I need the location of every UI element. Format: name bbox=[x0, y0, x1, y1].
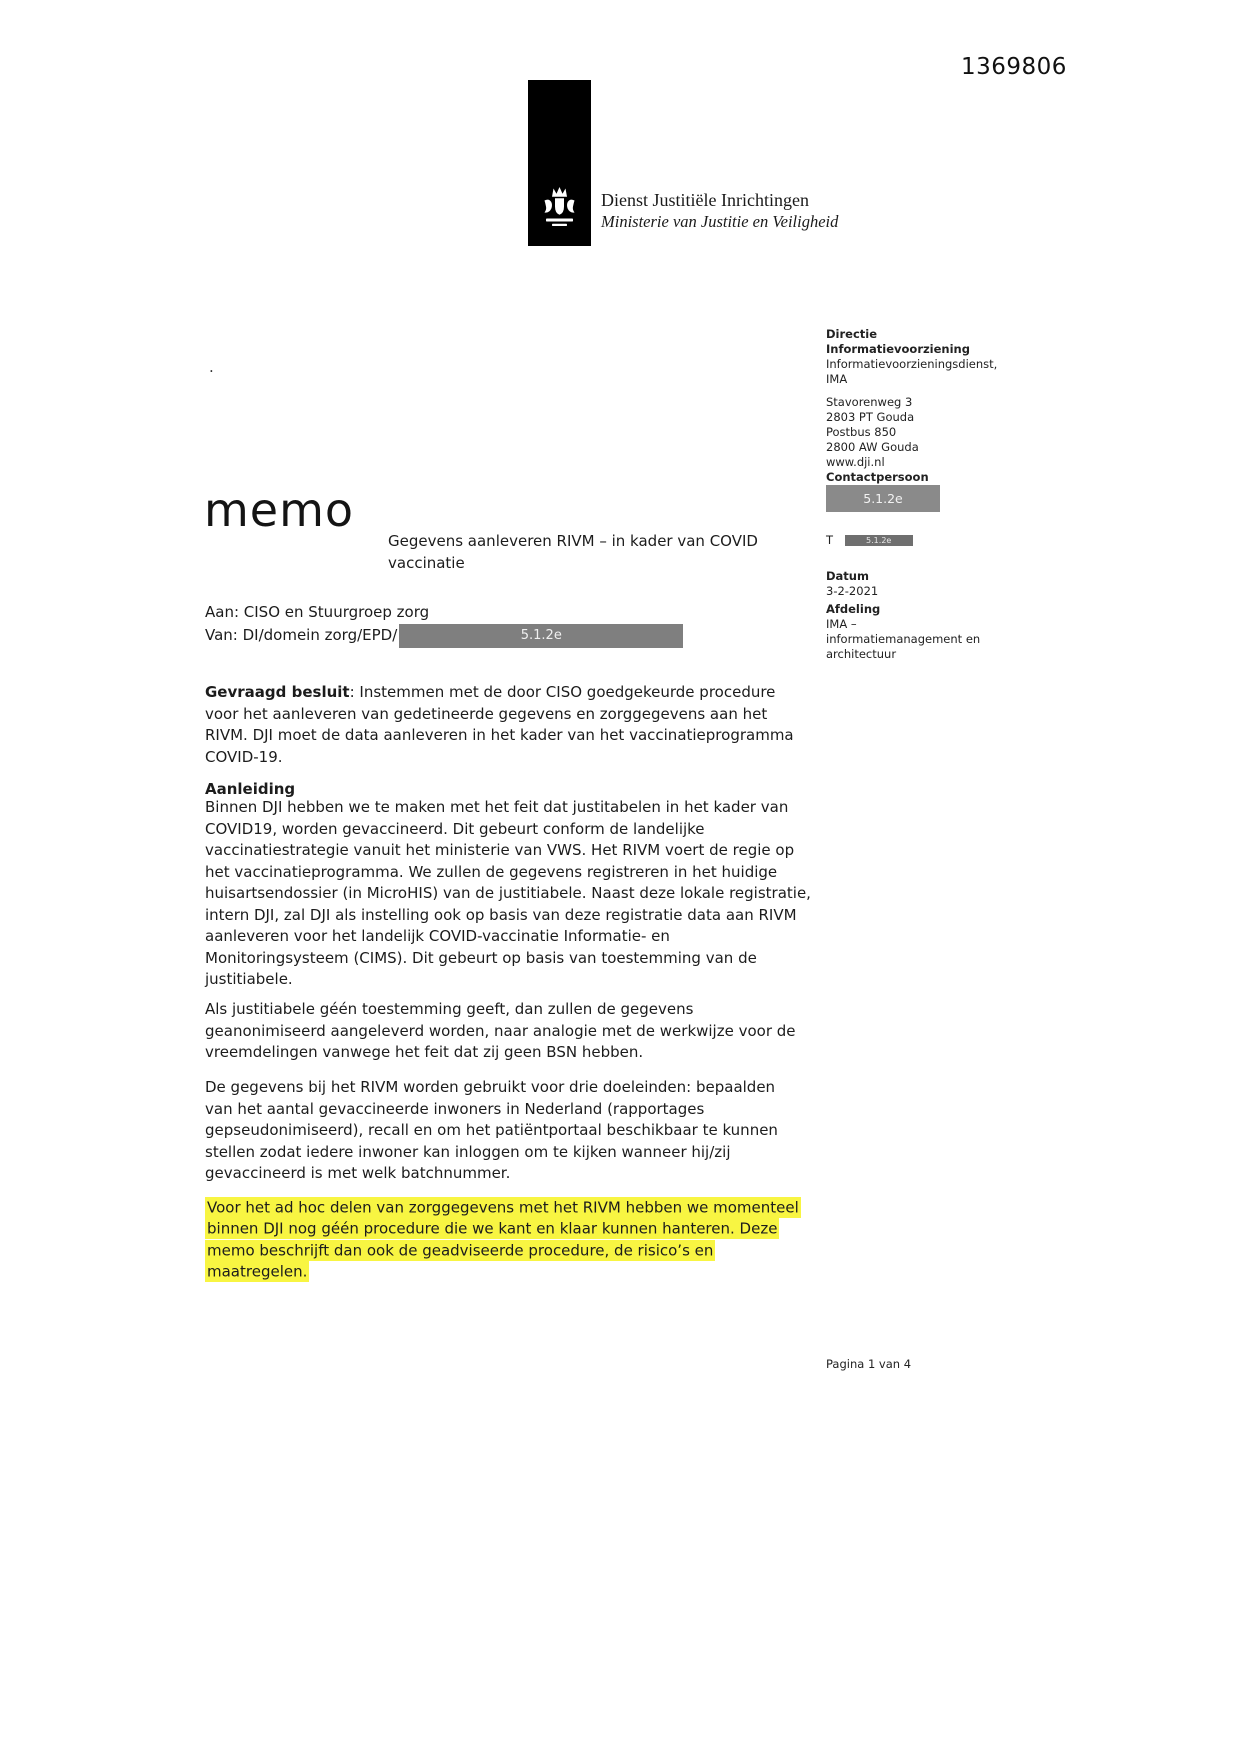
datum-label: Datum bbox=[826, 569, 869, 583]
phone-label: T bbox=[826, 533, 834, 547]
contactpersoon-label: Contactpersoon bbox=[826, 470, 929, 484]
directie-dept-line1: Informatievoorzieningsdienst, bbox=[826, 357, 998, 371]
van-redaction-box: 5.1.2e bbox=[399, 624, 683, 648]
phone-redaction-box: 5.1.2e bbox=[845, 535, 913, 546]
address-line: 2800 AW Gouda bbox=[826, 440, 919, 454]
besluit-text: : Instemmen met de door CISO goedgekeurde procedure voor het aanleveren van gedetineerde gegevens en zorggegevens aan het RIVM. DJI moet de data aanleveren in het kader van het vaccinatieprogramma COVID-19. bbox=[205, 683, 794, 766]
highlight-text: Voor het ad hoc delen van zorggegevens met het RIVM hebben we momenteel binnen DJI nog géén procedure die we kant en klaar kunnen hanteren. Deze memo beschrijft dan ook de geadviseerde procedure, de risico’s en maatregelen. bbox=[207, 1198, 799, 1281]
address-line: Postbus 850 bbox=[826, 425, 897, 439]
van-line bbox=[205, 623, 683, 648]
scan-artifact-dot: . bbox=[209, 358, 214, 376]
address-line: 2803 PT Gouda bbox=[826, 410, 915, 424]
van-prefix: Van: DI/domein zorg/EPD/ bbox=[205, 626, 398, 644]
toestemming-paragraph: Als justitiabele géén toestemming geeft, dan zullen de gegevens geanonimiseerd aangeleverd worden, naar analogie met de werkwijze voor de vreemdelingen vanwege het feit dat zij geen BSN hebben. bbox=[205, 1000, 796, 1061]
sidebar-contact-block bbox=[826, 470, 996, 485]
org-subtitle: Ministerie van Justitie en Veiligheid bbox=[601, 211, 839, 231]
doeleinden-paragraph: De gegevens bij het RIVM worden gebruikt voor drie doeleinden: bepaalden van het aantal gevaccineerde inwoners in Nederland (rapportages gepseudonimiseerd), recall en om het patiëntportaal beschikbaar te kunnen stellen zodat iedere inwoner kan inloggen om te kijken wanneer hij/zij gevaccineerd is met welk batchnummer. bbox=[205, 1078, 778, 1182]
document-number: 1369806 bbox=[961, 54, 1067, 80]
sidebar-meta-block bbox=[826, 569, 996, 662]
directie-name: Informatievoorziening bbox=[826, 342, 970, 356]
afdeling-value: IMA – informatiemanagement en architectuur bbox=[826, 617, 981, 661]
aan-line: Aan: CISO en Stuurgroep zorg bbox=[205, 603, 430, 621]
org-name: Dienst Justitiële Inrichtingen bbox=[601, 190, 809, 210]
sidebar-address-block bbox=[826, 327, 996, 470]
besluit-paragraph bbox=[205, 682, 805, 768]
memo-title: memo bbox=[204, 483, 355, 537]
sidebar-phone-line bbox=[826, 533, 996, 548]
datum-value: 3-2-2021 bbox=[826, 584, 879, 598]
afdeling-label: Afdeling bbox=[826, 602, 881, 616]
website-url: www.dji.nl bbox=[826, 455, 885, 469]
contact-redaction-box: 5.1.2e bbox=[826, 485, 940, 512]
page-footer: Pagina 1 van 4 bbox=[826, 1357, 912, 1371]
besluit-label: Gevraagd besluit bbox=[205, 683, 350, 701]
memo-subject: Gegevens aanleveren RIVM – in kader van COVID vaccinatie bbox=[388, 532, 758, 572]
rijksoverheid-logo-banner bbox=[528, 80, 591, 246]
address-line: Stavorenweg 3 bbox=[826, 395, 913, 409]
highlighted-paragraph bbox=[205, 1197, 810, 1283]
aanleiding-paragraph: Binnen DJI hebben we te maken met het feit dat justitabelen in het kader van COVID19, worden gevaccineerd. Dit gebeurt conform de landelijke vaccinatiestrategie vanuit het ministerie van VWS. Het RIVM voert de regie op het vaccinatieprogramma. We zullen de gegevens registreren in het huidige huisartsendossier (in MicroHIS) van de justitiabele. Naast deze lokale registratie, intern DJI, zal DJI als instelling ook op basis van deze registratie data aan RIVM aanleveren voor het landelijk COVID-vaccinatie Informatie- en Monitoringsysteem (CIMS). Dit gebeurt op basis van toestemming van de justitiabele. bbox=[205, 798, 811, 988]
directie-label: Directie bbox=[826, 327, 878, 341]
coat-of-arms-icon bbox=[537, 184, 582, 236]
directie-dept-line2: IMA bbox=[826, 372, 848, 386]
ministry-wordmark bbox=[601, 189, 838, 232]
aanleiding-heading: Aanleiding bbox=[205, 780, 296, 798]
